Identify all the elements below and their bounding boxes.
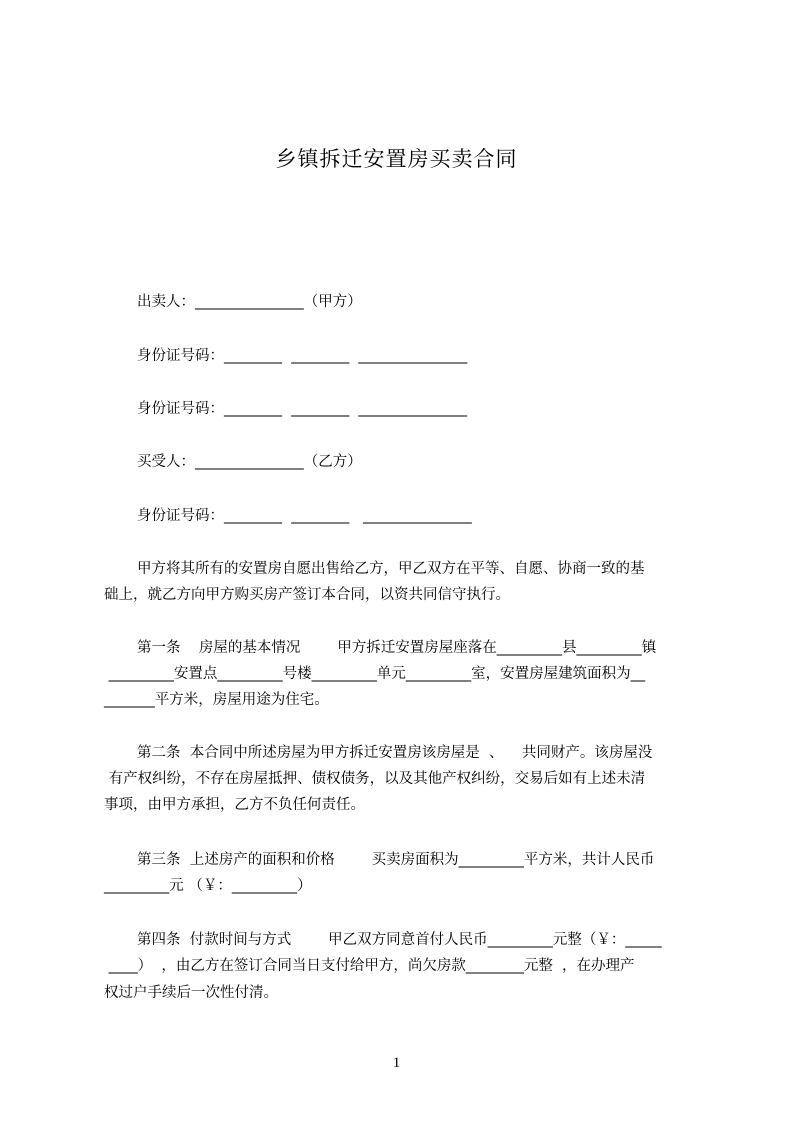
seller-id-line-2: 身份证号码：________ ________ _______________ (137, 401, 468, 417)
article2-line-3: 事项，由甲方承担，乙方不负任何责任。 (104, 797, 365, 813)
buyer-id-line: 身份证号码：________ ________ _______________ (137, 508, 472, 524)
article3-line-1: 第三条 上述房产的面积和价格 买卖房面积为_________平方米，共计人民币 (137, 852, 655, 868)
document-title: 乡镇拆迁安置房买卖合同 (275, 147, 518, 171)
article2-line-2: 有产权纠纷，不存在房屋抵押、债权债务，以及其他产权纠纷，交易后如有上述未清 (104, 771, 646, 787)
article4-line-3: 权过户手续后一次性付清。 (104, 985, 278, 1001)
article1-line-3: _______平方米，房屋用途为住宅。 (104, 692, 329, 708)
page-number: 1 (392, 1055, 401, 1071)
article4-line-2: ____） ，由乙方在签订合同当日支付给甲方，尚欠房款________元整 ，在办理产 (104, 958, 635, 974)
article2-line-1: 第二条 本合同中所述房屋为甲方拆迁安置房该房屋是 、 共同财产。该房屋没 (137, 745, 653, 761)
article1-line-1: 第一条 房屋的基本情况 甲方拆迁安置房屋座落在_________县_________镇 (137, 640, 657, 656)
seller-line: 出卖人：_______________（甲方） (137, 294, 362, 310)
intro-line-2: 础上，就乙方向甲方购买房产签订本合同，以资共同信守执行。 (104, 587, 510, 603)
seller-id-line-1: 身份证号码：________ ________ _______________ (137, 348, 468, 364)
buyer-line: 买受人：_______________（乙方） (137, 454, 362, 470)
article4-line-1: 第四条 付款时间与方式 甲乙双方同意首付人民币_________元整（￥：_____ (137, 932, 662, 948)
intro-line-1: 甲方将其所有的安置房自愿出售给乙方，甲乙双方在平等、自愿、协商一致的基 (137, 561, 645, 577)
article1-line-2: _________安置点_________号楼_________单元_________室，安置房屋建筑面积为__ (104, 666, 646, 682)
article3-line-2: _________元 （￥：_________） (104, 878, 312, 894)
